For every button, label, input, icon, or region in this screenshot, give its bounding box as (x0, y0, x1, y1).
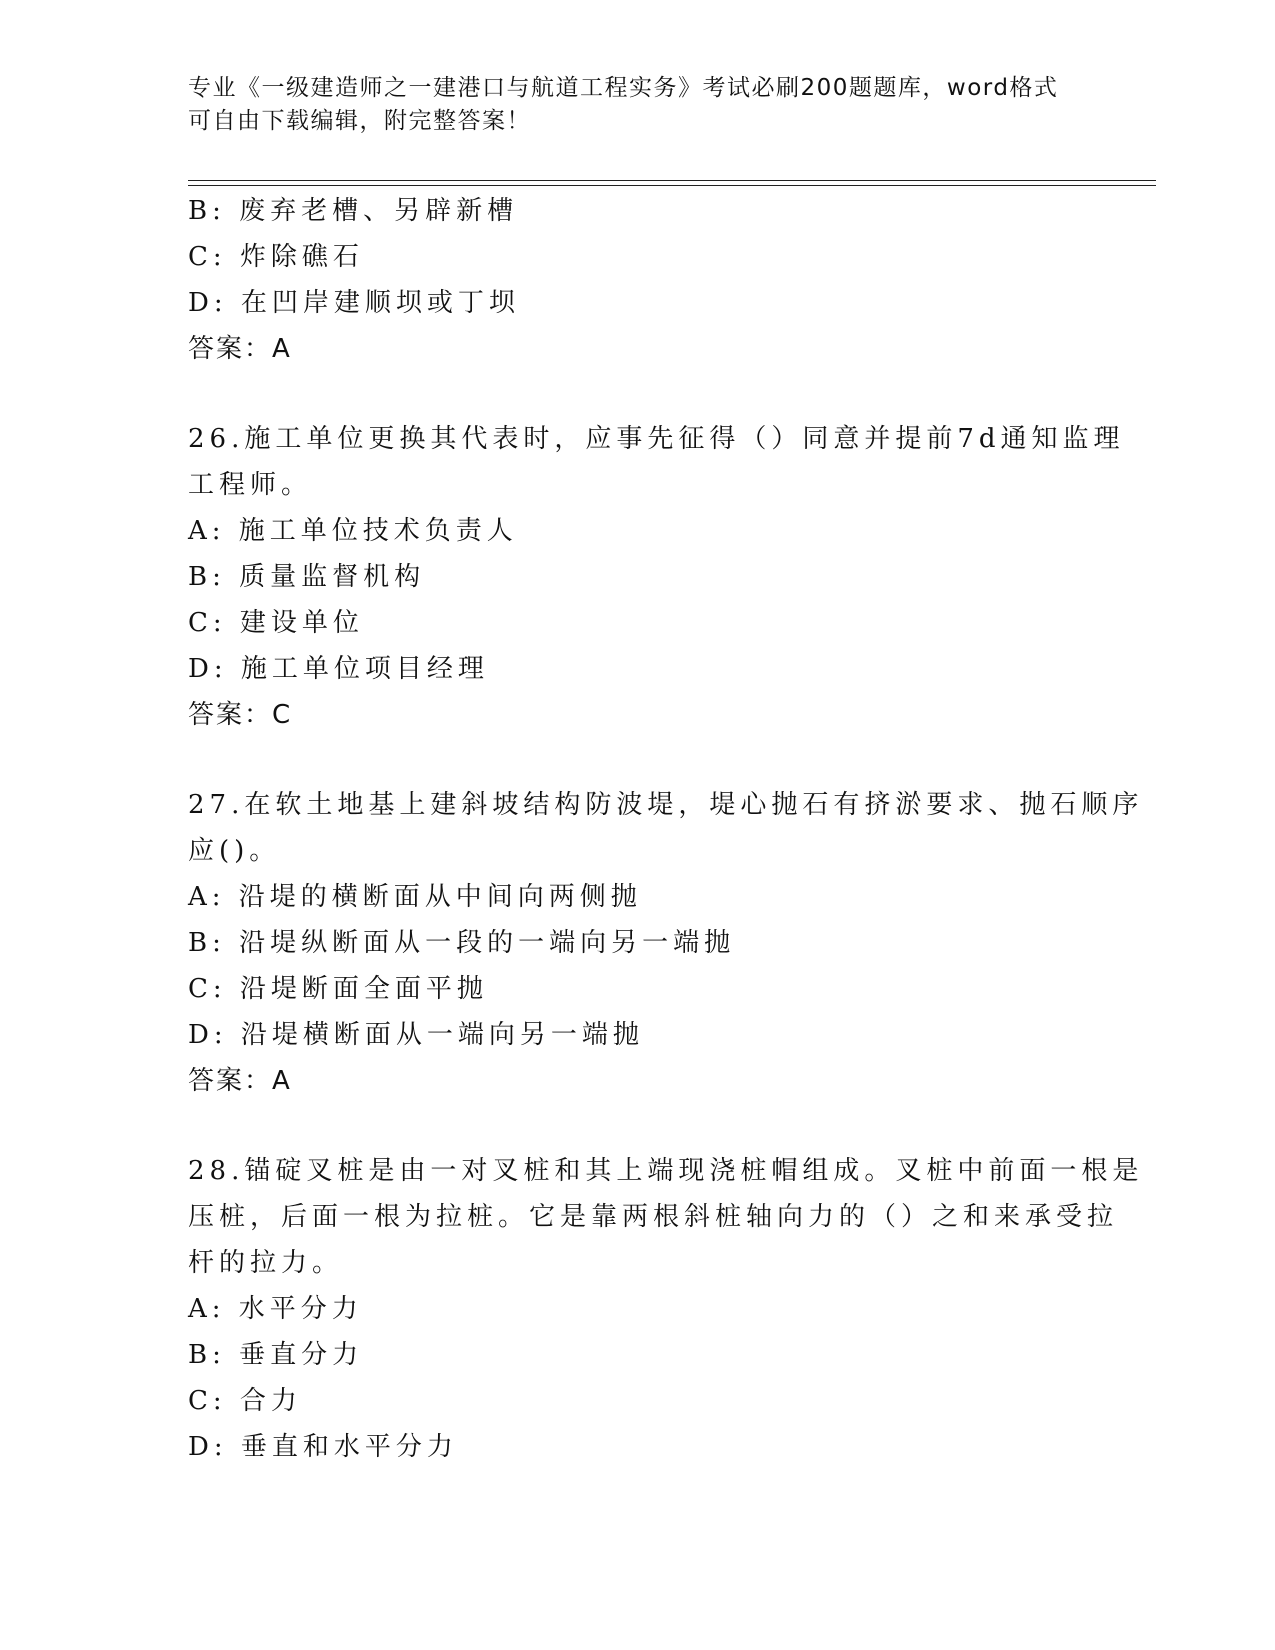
option-c: C: 建设单位 (188, 608, 364, 638)
question-content (188, 188, 1144, 1470)
header-line-2: 可自由下载编辑，附完整答案！ (188, 108, 531, 134)
option-c: C: 沿堤断面全面平抛 (188, 974, 488, 1004)
option-b: B: 废弃老槽、另辟新槽 (188, 196, 519, 226)
header-line-1: 专业《一级建造师之一建港口与航道工程实务》考试必刷200题题库，word格式 (188, 75, 1059, 101)
header-divider-bottom (188, 185, 1156, 186)
option-c: C: 炸除礁石 (188, 242, 364, 272)
question-27 (188, 782, 1144, 1104)
option-b: B: 质量监督机构 (188, 562, 426, 592)
question-spacer (188, 372, 1088, 416)
question-stem: 28.锚碇叉桩是由一对叉桩和其上端现浇桩帽组成。叉桩中前面一根是 (188, 1156, 1144, 1186)
option-d: D: 施工单位项目经理 (188, 654, 489, 684)
document-header (188, 72, 1068, 138)
question-stem: 应()。 (188, 836, 281, 866)
option-c: C: 合力 (188, 1386, 302, 1416)
option-a: A: 水平分力 (188, 1294, 363, 1324)
answer-line: 答案：A (188, 1066, 292, 1096)
question-stem: 27.在软土地基上建斜坡结构防波堤，堤心抛石有挤淤要求、抛石顺序 (188, 790, 1144, 820)
question-stem: 工程师。 (188, 470, 313, 500)
question-spacer (188, 1104, 1088, 1148)
question-spacer (188, 738, 1088, 782)
question-28 (188, 1148, 1144, 1470)
answer-line: 答案：C (188, 700, 293, 730)
option-b: B: 垂直分力 (188, 1340, 364, 1370)
option-d: D: 垂直和水平分力 (188, 1432, 458, 1462)
question-25-tail (188, 188, 1088, 372)
answer-line: 答案：A (188, 334, 292, 364)
option-b: B: 沿堤纵断面从一段的一端向另一端抛 (188, 928, 736, 958)
question-stem: 杆的拉力。 (188, 1248, 344, 1278)
option-d: D: 沿堤横断面从一端向另一端抛 (188, 1020, 644, 1050)
question-26 (188, 416, 1125, 738)
question-stem: 压桩，后面一根为拉桩。它是靠两根斜桩轴向力的（）之和来承受拉 (188, 1202, 1119, 1232)
option-d: D: 在凹岸建顺坝或丁坝 (188, 288, 520, 318)
option-a: A: 施工单位技术负责人 (188, 516, 518, 546)
header-divider-top (188, 180, 1156, 181)
option-a: A: 沿堤的横断面从中间向两侧抛 (188, 882, 642, 912)
question-stem: 26.施工单位更换其代表时，应事先征得（）同意并提前7d通知监理 (188, 424, 1125, 454)
